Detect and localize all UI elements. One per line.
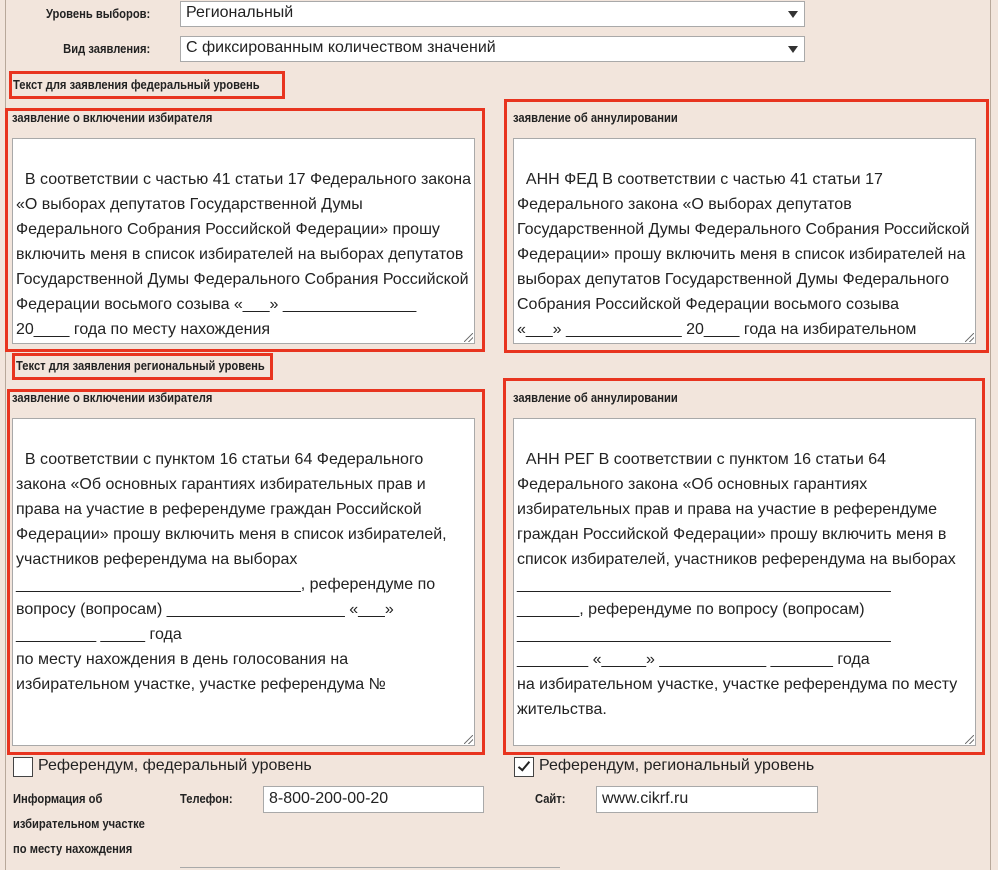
election-level-select[interactable] (180, 1, 805, 27)
federal-inclusion-textarea[interactable] (12, 138, 475, 344)
referendum-federal-checkbox[interactable] (13, 757, 33, 777)
regional-inclusion-title: заявление о включении избирателя (12, 390, 213, 405)
statement-type-select[interactable] (180, 36, 805, 62)
statement-type-label: Вид заявления: (62, 41, 150, 56)
statement-type-value: С фиксированным количеством значений (186, 39, 496, 56)
regional-cancellation-title: заявление об аннулировании (513, 390, 678, 405)
federal-cancellation-text: АНН ФЕД В соответствии с частью 41 статьи 17 Федерального закона «О выборах депутатов Государственной Думы Федерального Собрания Российской Федерации» прошу включить меня в список избирателей на выборах депутатов Государственной Думы Федерального Собрания Российской Федерации восьмого созыва «___» _____________ 20____ года на избирательном (517, 171, 970, 338)
resize-grip-icon[interactable] (464, 333, 473, 342)
regional-inclusion-textarea[interactable] (12, 418, 475, 746)
site-label: Сайт: (535, 791, 566, 806)
referendum-regional-label: Референдум, региональный уровень (539, 757, 815, 774)
site-input[interactable]: www.cikrf.ru (596, 786, 818, 813)
phone-label: Телефон: (180, 791, 233, 806)
regional-inclusion-text: В соответствии с пунктом 16 статьи 64 Федерального закона «Об основных гарантиях избирательных прав и права на участие в референдуме граждан Российской Федерации» прошу включить меня в список избирателей, участников референдума на выборах ________________________________, референдуме по вопросу (вопросам) ____________________ «___» _________ _____ года по месту нахождения в день голосования на избирательном участке, участке референдума № (16, 451, 447, 693)
federal-section-title: Текст для заявления федеральный уровень (13, 77, 260, 92)
regional-section-title: Текст для заявления региональный уровень (16, 358, 265, 373)
election-level-value: Региональный (186, 4, 294, 21)
chevron-down-icon (788, 11, 798, 18)
federal-inclusion-text: В соответствии с частью 41 статьи 17 Федерального закона «О выборах депутатов Государственной Думы Федерального Собрания Российской Федерации» прошу включить меня в список избирателей на выборах депутатов Государственной Думы Федерального Собрания Российской Федерации восьмого созыва «___» _______________ 20____ года по месту нахождения (16, 171, 471, 338)
info-label-line1: Информация об (13, 791, 103, 806)
federal-inclusion-title: заявление о включении избирателя (12, 110, 213, 125)
resize-grip-icon[interactable] (464, 735, 473, 744)
info-label-line2: избирательном участке (13, 816, 145, 831)
election-level-label: Уровень выборов: (45, 6, 150, 21)
phone-input[interactable]: 8-800-200-00-20 (263, 786, 484, 813)
checkmark-icon (518, 758, 530, 771)
info-label-line3: по месту нахождения (13, 841, 133, 856)
regional-cancellation-text: АНН РЕГ В соответствии с пунктом 16 статьи 64 Федерального закона «Об основных гарантиях избирательных прав и права на участие в референдуме граждан Российской Федерации» прошу включить меня в список избирателей, участников референдума на выборах __________________________________________ _______, референдуме по вопросу (вопросам) __________________________________________ ________ «_____» ____________ _______ года на избирательном участке, участке референдума по месту жительства. (517, 451, 958, 718)
chevron-down-icon (788, 46, 798, 53)
resize-grip-icon[interactable] (965, 333, 974, 342)
federal-cancellation-title: заявление об аннулировании (513, 110, 678, 125)
regional-cancellation-textarea[interactable] (513, 418, 976, 746)
referendum-regional-checkbox[interactable] (514, 757, 534, 777)
resize-grip-icon[interactable] (965, 735, 974, 744)
referendum-federal-label: Референдум, федеральный уровень (38, 757, 312, 774)
federal-cancellation-textarea[interactable] (513, 138, 976, 344)
